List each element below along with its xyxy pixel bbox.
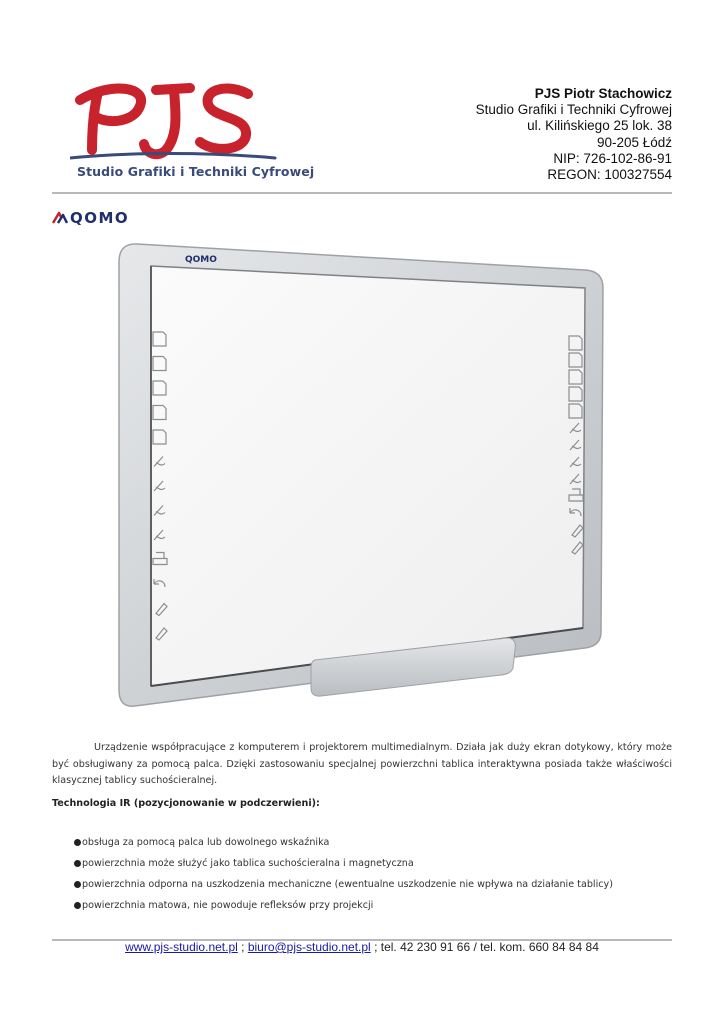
pjs-logo-mark — [70, 78, 290, 163]
whiteboard-illustration — [115, 240, 615, 715]
header-divider — [52, 192, 672, 194]
company-info — [476, 86, 672, 183]
company-nip: NIP: 726-102-86-91 — [553, 150, 672, 166]
technology-heading: Technologia IR (pozycjonowanie w podczerwieni): — [52, 798, 320, 809]
list-item — [74, 874, 613, 895]
pjs-logo — [70, 78, 315, 188]
list-item — [74, 832, 613, 853]
website-link[interactable]: www.pjs-studio.net.pl — [125, 940, 238, 954]
company-address: ul. Kilińskiego 25 lok. 38 — [527, 118, 672, 134]
qomo-mark-icon — [52, 211, 68, 225]
product-description: Urządzenie współpracujące z komputerem i projektorem multimedialnym. Działa jak duży ekran dotykowy, który może być obsługiwany za pomocą palca. Dzięki zastosowaniu specjalnej powierzchni tablica interaktywna posiada także właściwości klasycznej tablicy suchościeralnej. — [52, 742, 672, 786]
footer-separator: ; — [237, 940, 248, 954]
feature-list — [74, 832, 613, 916]
company-name: PJS Piotr Stachowicz — [534, 86, 672, 101]
brand-name: QOMO — [70, 209, 130, 227]
feature-text: powierzchnia matowa, nie powoduje refleksów przy projekcji — [82, 899, 374, 911]
whiteboard-image — [115, 240, 615, 715]
feature-text: powierzchnia może służyć jako tablica suchościeralna i magnetyczna — [82, 857, 414, 869]
bullet-icon — [74, 902, 81, 909]
company-regon: REGON: 100327554 — [547, 167, 672, 183]
footer-phones: ; tel. 42 230 91 66 / tel. kom. 660 84 84 84 — [370, 940, 599, 954]
list-item — [74, 895, 613, 916]
company-line: Studio Grafiki i Techniki Cyfrowej — [475, 102, 672, 118]
bullet-icon — [74, 881, 81, 888]
qomo-brand-logo — [52, 209, 129, 227]
feature-text: powierzchnia odporna na uszkodzenia mechaniczne (ewentualne uszkodzenie nie wpływa na działanie tablicy) — [82, 878, 613, 890]
feature-text: obsługa za pomocą palca lub dowolnego wskaźnika — [82, 836, 330, 848]
footer — [52, 940, 672, 954]
list-item — [74, 853, 613, 874]
logo-subtitle: Studio Grafiki i Techniki Cyfrowej — [77, 164, 315, 179]
bullet-icon — [74, 839, 81, 846]
bullet-icon — [74, 860, 81, 867]
company-city: 90-205 Łódź — [596, 134, 672, 150]
email-link[interactable]: biuro@pjs-studio.net.pl — [247, 940, 371, 954]
board-logo: QOMO — [185, 255, 217, 265]
